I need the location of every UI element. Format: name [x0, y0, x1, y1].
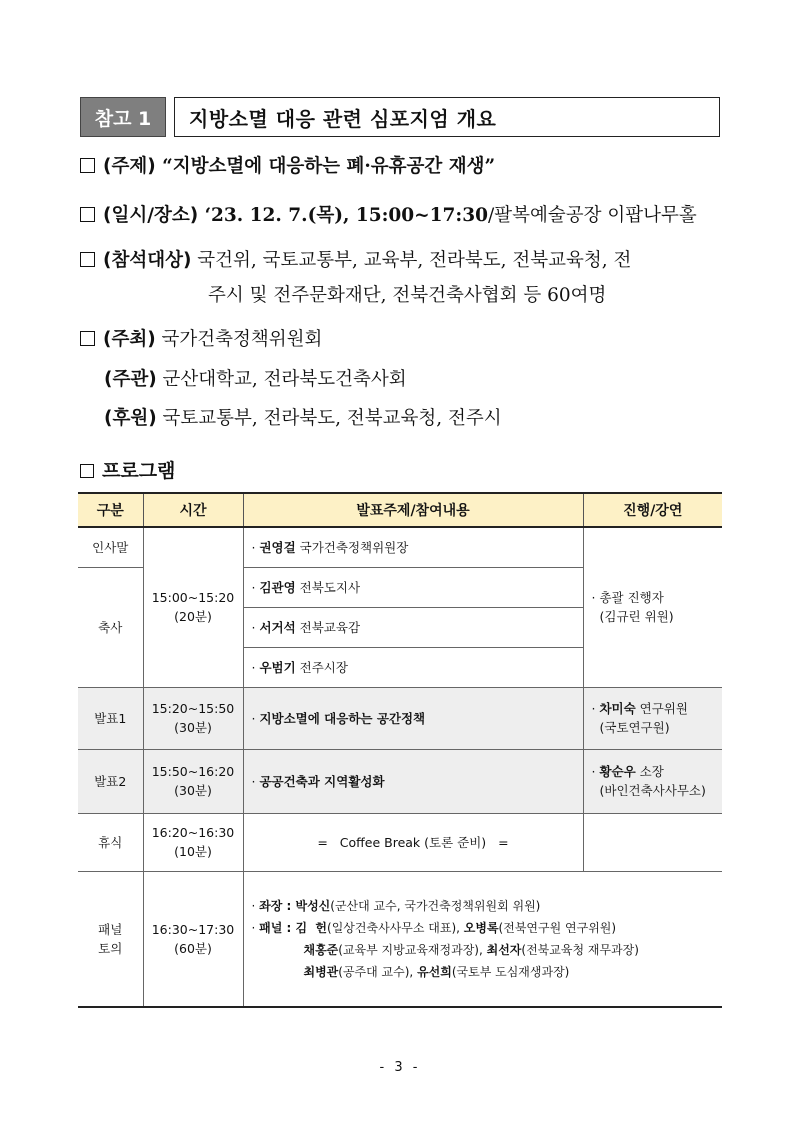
attendees-line2: 주시 및 전주문화재단, 전북건축사협회 등 60여명 [208, 285, 607, 306]
header-presenter: 진행/강연 [583, 493, 722, 527]
program-table [78, 492, 722, 1008]
cell-category: 인사말 [78, 527, 143, 567]
table-header-row [78, 493, 722, 527]
schedule-datetime: ‘23. 12. 7.(목), 15:00~17:30 [198, 205, 488, 226]
cell-category: 발표1 [78, 687, 143, 749]
attendees-label: (참석대상) [103, 250, 192, 271]
header-topic: 발표주제/참여내용 [243, 493, 583, 527]
host-line [80, 325, 730, 351]
checkbox-icon [80, 207, 95, 222]
cell-topic: · 김관영 전북도지사 [243, 567, 583, 607]
cell-topic: · 서거석 전북교육감 [243, 607, 583, 647]
header-time: 시간 [143, 493, 243, 527]
schedule-place: /팔복예술공장 이팝나무홀 [488, 205, 697, 226]
cell-topic: · 우범기 전주시장 [243, 647, 583, 687]
theme-label: (주제) [103, 156, 156, 177]
program-heading: 프로그램 [80, 456, 175, 483]
cell-topic: · 지방소멸에 대응하는 공간정책 [243, 687, 583, 749]
sponsor-label: (후원) [104, 408, 157, 429]
attendees-line1: 국건위, 국토교통부, 교육부, 전라북도, 전북교육청, 전 [191, 250, 632, 271]
checkbox-icon [80, 158, 95, 173]
organizer-value: 군산대학교, 전라북도건축사회 [156, 369, 407, 390]
schedule-line [80, 201, 730, 227]
cell-presenter [583, 813, 722, 871]
sponsor-value: 국토교통부, 전라북도, 전북교육청, 전주시 [156, 408, 502, 429]
cell-topic: = Coffee Break (토론 준비) = [243, 813, 583, 871]
cell-time: 15:20~15:50 (30분) [143, 687, 243, 749]
reference-tag: 참고 1 [80, 97, 166, 137]
table-row [78, 749, 722, 813]
cell-category: 축사 [78, 567, 143, 687]
cell-time: 15:50~16:20 (30분) [143, 749, 243, 813]
schedule-label: (일시/장소) [103, 205, 199, 226]
cell-category: 패널 토의 [78, 871, 143, 1007]
cell-time: 16:30~17:30 (60분) [143, 871, 243, 1007]
title-box [80, 97, 720, 137]
page-number: - 3 - [379, 1060, 421, 1075]
cell-time: 16:20~16:30 (10분) [143, 813, 243, 871]
table-row [78, 813, 722, 871]
table-row [78, 527, 722, 567]
theme-line [80, 152, 730, 178]
organizer-line [104, 365, 754, 391]
attendees-line [80, 246, 730, 272]
checkbox-icon [80, 252, 95, 267]
host-value: 국가건축정책위원회 [155, 329, 323, 350]
cell-presenter: · 총괄 진행자 (김규린 위원) [583, 527, 722, 687]
cell-category: 휴식 [78, 813, 143, 871]
header-category: 구분 [78, 493, 143, 527]
host-label: (주최) [103, 329, 156, 350]
cell-topic: · 권영걸 국가건축정책위원장 [243, 527, 583, 567]
checkbox-icon [80, 464, 94, 478]
cell-time: 15:00~15:20 (20분) [143, 527, 243, 687]
cell-category: 발표2 [78, 749, 143, 813]
organizer-label: (주관) [104, 369, 157, 390]
cell-presenter: · 황순우 소장 (바인건축사사무소) [583, 749, 722, 813]
table-row [78, 687, 722, 749]
cell-panel-details: · 좌장 : 박성신(군산대 교수, 국가건축정책위원회 위원) · 패널 : 김 헌(일상건축사사무소 대표), 오병록(전북연구원 연구위원) 채홍준(교육부 지방교육재정과장), 최선자(전북교육청 재무과장) 최병관(공주대 교수), 유선희(국토부 도심재생과장) [243, 871, 722, 1007]
cell-topic: · 공공건축과 지역활성화 [243, 749, 583, 813]
cell-presenter: · 차미숙 연구위원 (국토연구원) [583, 687, 722, 749]
checkbox-icon [80, 331, 95, 346]
theme-value: “지방소멸에 대응하는 폐·유휴공간 재생” [155, 156, 496, 177]
table-row [78, 871, 722, 1007]
sponsor-line [104, 404, 754, 430]
document-title: 지방소멸 대응 관련 심포지엄 개요 [174, 97, 720, 137]
